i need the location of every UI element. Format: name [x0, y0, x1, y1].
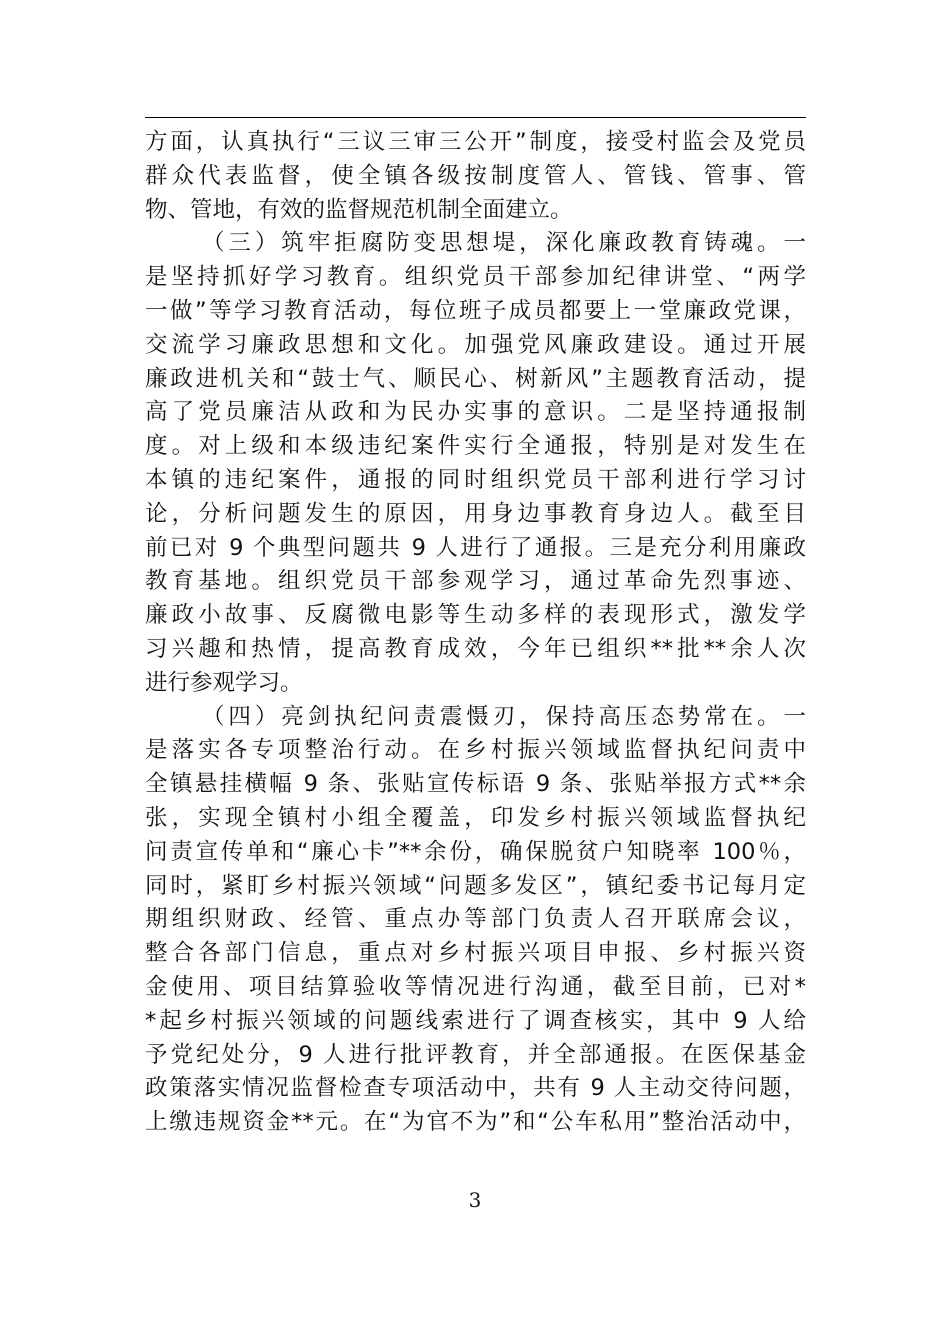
- text-line: 期组织财政、经管、重点办等部门负责人召开联席会议，: [145, 906, 806, 933]
- text-line: 一做”等学习教育活动，每位班子成员都要上一堂廉政党课，: [145, 297, 806, 324]
- header-rule: [145, 117, 806, 118]
- text-line: 进行参观学习。: [145, 669, 303, 696]
- text-line: 整合各部门信息，重点对乡村振兴项目申报、乡村振兴资: [145, 940, 806, 967]
- document-body: [145, 126, 806, 1140]
- text-line: 是坚持抓好学习教育。组织党员干部参加纪律讲堂、“两学: [145, 264, 806, 291]
- text-line: 问责宣传单和“廉心卡”**余份，确保脱贫户知晓率 100％，: [145, 838, 806, 865]
- text-line: 习兴趣和热情，提高教育成效，今年已组织**批**余人次: [145, 635, 806, 662]
- text-line: 本镇的违纪案件，通报的同时组织党员干部利进行学习讨: [145, 466, 806, 493]
- text-line: 全镇悬挂横幅 9 条、张贴宣传标语 9 条、张贴举报方式**余: [145, 771, 806, 798]
- text-line: 方面，认真执行“三议三审三公开”制度，接受村监会及党员: [145, 129, 806, 155]
- text-line: 廉政进机关和“鼓士气、顺民心、树新风”主题教育活动，提: [145, 365, 806, 392]
- text-line: 群众代表监督，使全镇各级按制度管人、管钱、管事、管: [145, 162, 806, 189]
- text-line: 廉政小故事、反腐微电影等生动多样的表现形式，激发学: [145, 602, 806, 629]
- text-line: 予党纪处分，9 人进行批评教育，并全部通报。在医保基金: [145, 1041, 806, 1068]
- text-line: 度。对上级和本级违纪案件实行全通报，特别是对发生在: [145, 433, 806, 460]
- text-line: 教育基地。组织党员干部参观学习，通过革命先烈事迹、: [145, 568, 806, 595]
- text-line: 上缴违规资金**元。在“为官不为”和“公车私用”整治活动中，: [145, 1109, 806, 1136]
- text-line: 金使用、项目结算验收等情况进行沟通，截至目前，已对*: [145, 973, 806, 1000]
- text-line: 物、管地，有效的监督规范机制全面建立。: [145, 196, 573, 223]
- text-line: 同时，紧盯乡村振兴领域“问题多发区”，镇纪委书记每月定: [145, 872, 806, 899]
- text-line: 前已对 9 个典型问题共 9 人进行了通报。三是充分利用廉政: [145, 534, 806, 561]
- text-line: 交流学习廉政思想和文化。加强党风廉政建设。通过开展: [145, 331, 806, 358]
- text-line: 论，分析问题发生的原因，用身边事教育身边人。截至目: [145, 500, 806, 527]
- text-line: 政策落实情况监督检查专项活动中，共有 9 人主动交待问题，: [145, 1075, 806, 1102]
- page-number: 3: [468, 1188, 482, 1212]
- text-line: （四）亮剑执纪问责震慑刃，保持高压态势常在。一: [202, 703, 806, 730]
- text-line: *起乡村振兴领域的问题线索进行了调查核实，其中 9 人给: [145, 1007, 806, 1034]
- text-line: 张，实现全镇村小组全覆盖，印发乡村振兴领域监督执纪: [145, 804, 806, 831]
- text-line: （三）筑牢拒腐防变思想堤，深化廉政教育铸魂。一: [202, 230, 806, 257]
- text-line: 高了党员廉洁从政和为民办实事的意识。二是坚持通报制: [145, 399, 806, 426]
- text-line: 是落实各专项整治行动。在乡村振兴领域监督执纪问责中: [145, 737, 806, 764]
